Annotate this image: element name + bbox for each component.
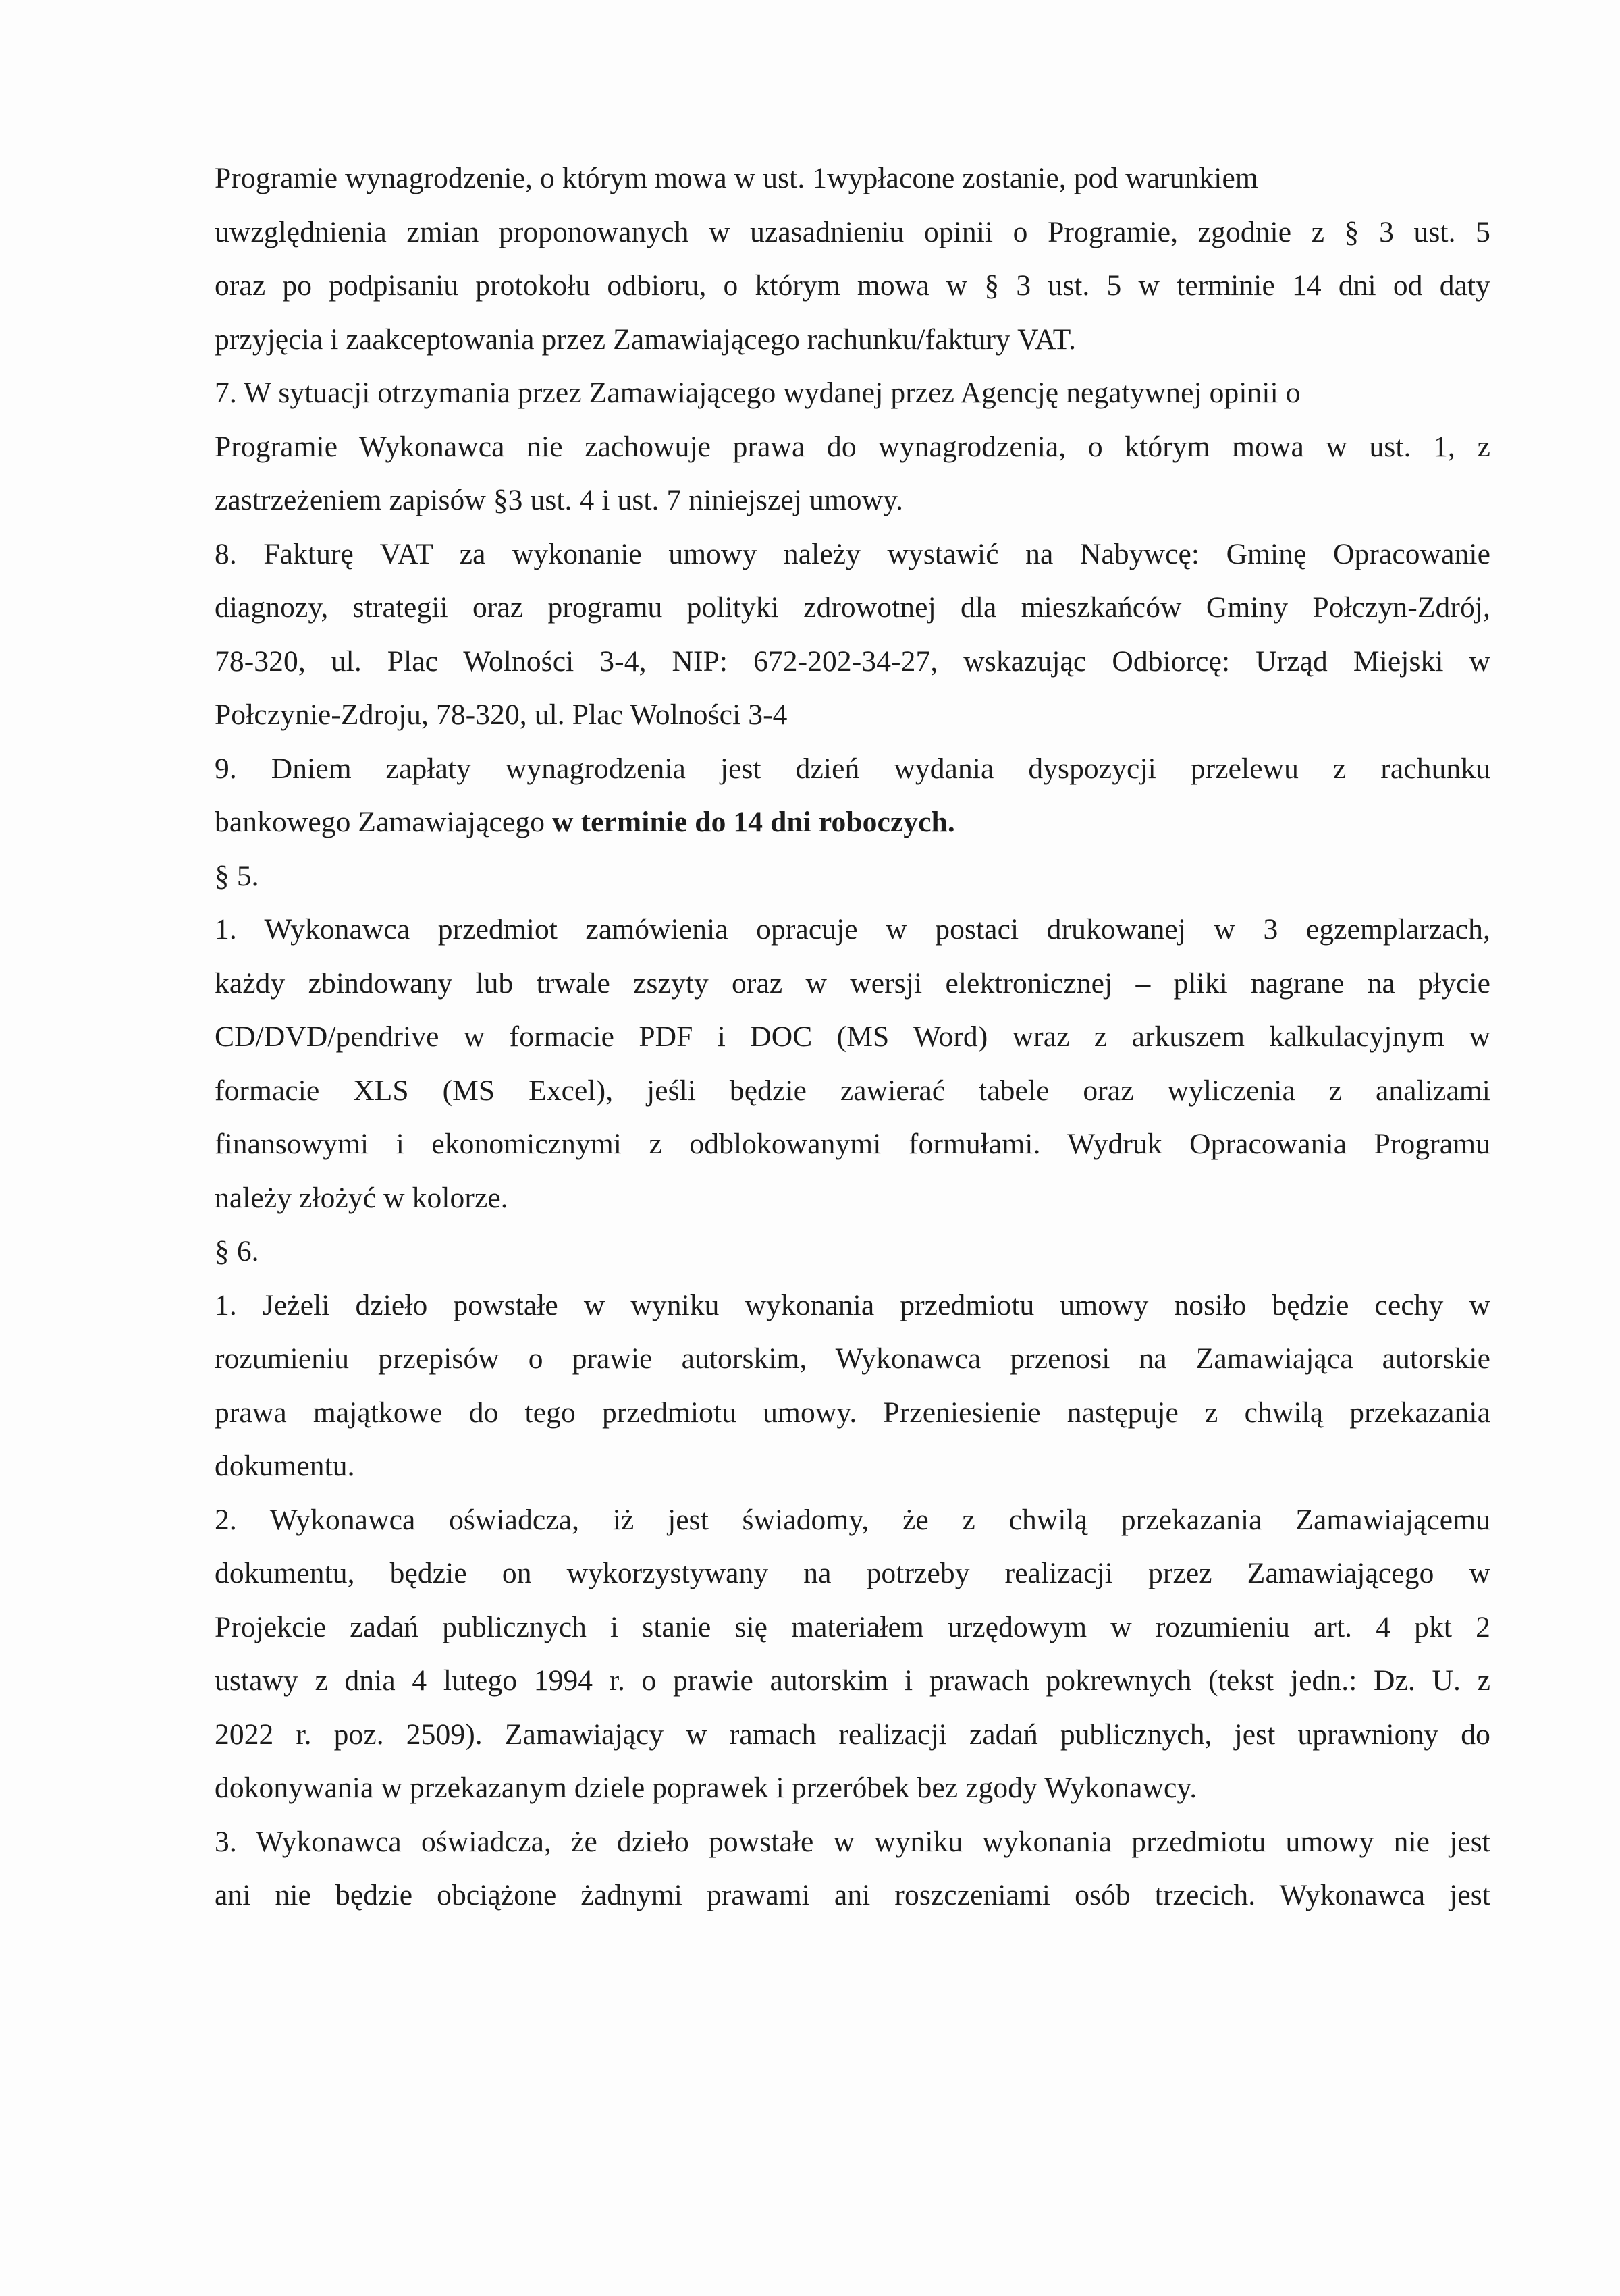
text-line	[215, 1440, 1490, 1494]
line-text: 3. Wykonawca oświadcza, że dzieło powstałe w wyniku wykonania przedmiotu umowy nie jest	[215, 1825, 1490, 1858]
line-text: 2022 r. poz. 2509). Zamawiający w ramach realizacji zadań publicznych, jest uprawniony do	[215, 1718, 1490, 1751]
line-text: bankowego Zamawiającego	[215, 806, 553, 838]
text-line	[215, 1279, 1490, 1333]
line-text: dokonywania w przekazanym dziele poprawek i przeróbek bez zgody Wykonawcy.	[215, 1772, 1197, 1804]
text-line	[215, 635, 1490, 689]
line-text: prawa majątkowe do tego przedmiotu umowy. Przeniesienie następuje z chwilą przekazania	[215, 1396, 1490, 1429]
text-line	[215, 903, 1490, 957]
line-text: należy złożyć w kolorze.	[215, 1181, 508, 1214]
line-text: ustawy z dnia 4 lutego 1994 r. o prawie autorskim i prawach pokrewnych (tekst jedn.: Dz. U. z	[215, 1664, 1490, 1697]
text-line	[215, 313, 1490, 367]
text-line	[215, 957, 1490, 1011]
line-text: Połczynie-Zdroju, 78-320, ul. Plac Wolności 3-4	[215, 699, 788, 731]
text-line	[215, 1332, 1490, 1386]
text-line	[215, 420, 1490, 474]
text-line	[215, 366, 1490, 420]
text-line	[215, 1601, 1490, 1655]
text-line	[215, 1118, 1490, 1172]
line-text: 8. Fakturę VAT za wykonanie umowy należy wystawić na Nabywcę: Gminę Opracowanie	[215, 537, 1490, 570]
text-line	[215, 1654, 1490, 1708]
text-line	[215, 474, 1490, 528]
text-line	[215, 850, 1490, 904]
text-line	[215, 259, 1490, 313]
line-text: każdy zbindowany lub trwale zszyty oraz w wersji elektronicznej – pliki nagrane na płycie	[215, 966, 1490, 1000]
text-line	[215, 1494, 1490, 1548]
text-line	[215, 1386, 1490, 1440]
text-line	[215, 1064, 1490, 1118]
text-line	[215, 528, 1490, 582]
text-line	[215, 1869, 1490, 1923]
document-body	[215, 152, 1490, 1923]
bold-text: w terminie do 14 dni roboczych.	[552, 806, 955, 838]
line-text: § 5.	[215, 859, 259, 892]
text-line	[215, 1010, 1490, 1064]
line-text: dokumentu, będzie on wykorzystywany na potrzeby realizacji przez Zamawiającego w	[215, 1557, 1490, 1589]
line-text: diagnozy, strategii oraz programu polityki zdrowotnej dla mieszkańców Gminy Połczyn-Zdrój,	[215, 591, 1490, 624]
text-line	[215, 796, 1490, 850]
line-text: formacie XLS (MS Excel), jeśli będzie zawierać tabele oraz wyliczenia z analizami	[215, 1074, 1490, 1107]
text-line	[215, 1761, 1490, 1815]
line-text: zastrzeżeniem zapisów §3 ust. 4 i ust. 7 niniejszej umowy.	[215, 484, 904, 516]
line-text: 1. Wykonawca przedmiot zamówienia opracuje w postaci drukowanej w 3 egzemplarzach,	[215, 913, 1490, 946]
line-text: dokumentu.	[215, 1450, 355, 1482]
line-text: 78-320, ul. Plac Wolności 3-4, NIP: 672-202-34-27, wskazując Odbiorcę: Urząd Miejski w	[215, 645, 1490, 678]
line-text: finansowymi i ekonomicznymi z odblokowanymi formułami. Wydruk Opracowania Programu	[215, 1128, 1490, 1160]
line-text: uwzględnienia zmian proponowanych w uzasadnieniu opinii o Programie, zgodnie z § 3 ust. 5	[215, 215, 1490, 248]
line-text: Projekcie zadań publicznych i stanie się materiałem urzędowym w rozumieniu art. 4 pkt 2	[215, 1610, 1490, 1643]
text-line	[215, 1547, 1490, 1601]
line-text: 7. W sytuacji otrzymania przez Zamawiającego wydanej przez Agencję negatywnej opinii o	[215, 377, 1301, 409]
line-text: Programie wynagrodzenie, o którym mowa w ust. 1wypłacone zostanie, pod warunkiem	[215, 162, 1258, 194]
text-line	[215, 206, 1490, 260]
line-text: ani nie będzie obciążone żadnymi prawami ani roszczeniami osób trzecich. Wykonawca jest	[215, 1879, 1490, 1911]
line-text: Programie Wykonawca nie zachowuje prawa do wynagrodzenia, o którym mowa w ust. 1, z	[215, 430, 1490, 463]
text-line	[215, 581, 1490, 635]
line-text: rozumieniu przepisów o prawie autorskim, Wykonawca przenosi na Zamawiająca autorskie	[215, 1342, 1490, 1375]
text-line	[215, 152, 1490, 206]
line-text: § 6.	[215, 1235, 259, 1267]
text-line	[215, 1172, 1490, 1226]
line-text: CD/DVD/pendrive w formacie PDF i DOC (MS Word) wraz z arkuszem kalkulacyjnym w	[215, 1020, 1490, 1053]
text-line	[215, 688, 1490, 742]
line-text: 9. Dniem zapłaty wynagrodzenia jest dzień wydania dyspozycji przelewu z rachunku	[215, 752, 1490, 785]
line-text: 2. Wykonawca oświadcza, iż jest świadomy, że z chwilą przekazania Zamawiającemu	[215, 1503, 1490, 1536]
line-text: oraz po podpisaniu protokołu odbioru, o którym mowa w § 3 ust. 5 w terminie 14 dni od daty	[215, 269, 1490, 302]
text-line	[215, 1225, 1490, 1279]
line-text: przyjęcia i zaakceptowania przez Zamawiającego rachunku/faktury VAT.	[215, 323, 1077, 356]
line-text: 1. Jeżeli dzieło powstałe w wyniku wykonania przedmiotu umowy nosiło będzie cechy w	[215, 1288, 1490, 1321]
text-line	[215, 1815, 1490, 1869]
text-line	[215, 742, 1490, 796]
text-line	[215, 1708, 1490, 1762]
